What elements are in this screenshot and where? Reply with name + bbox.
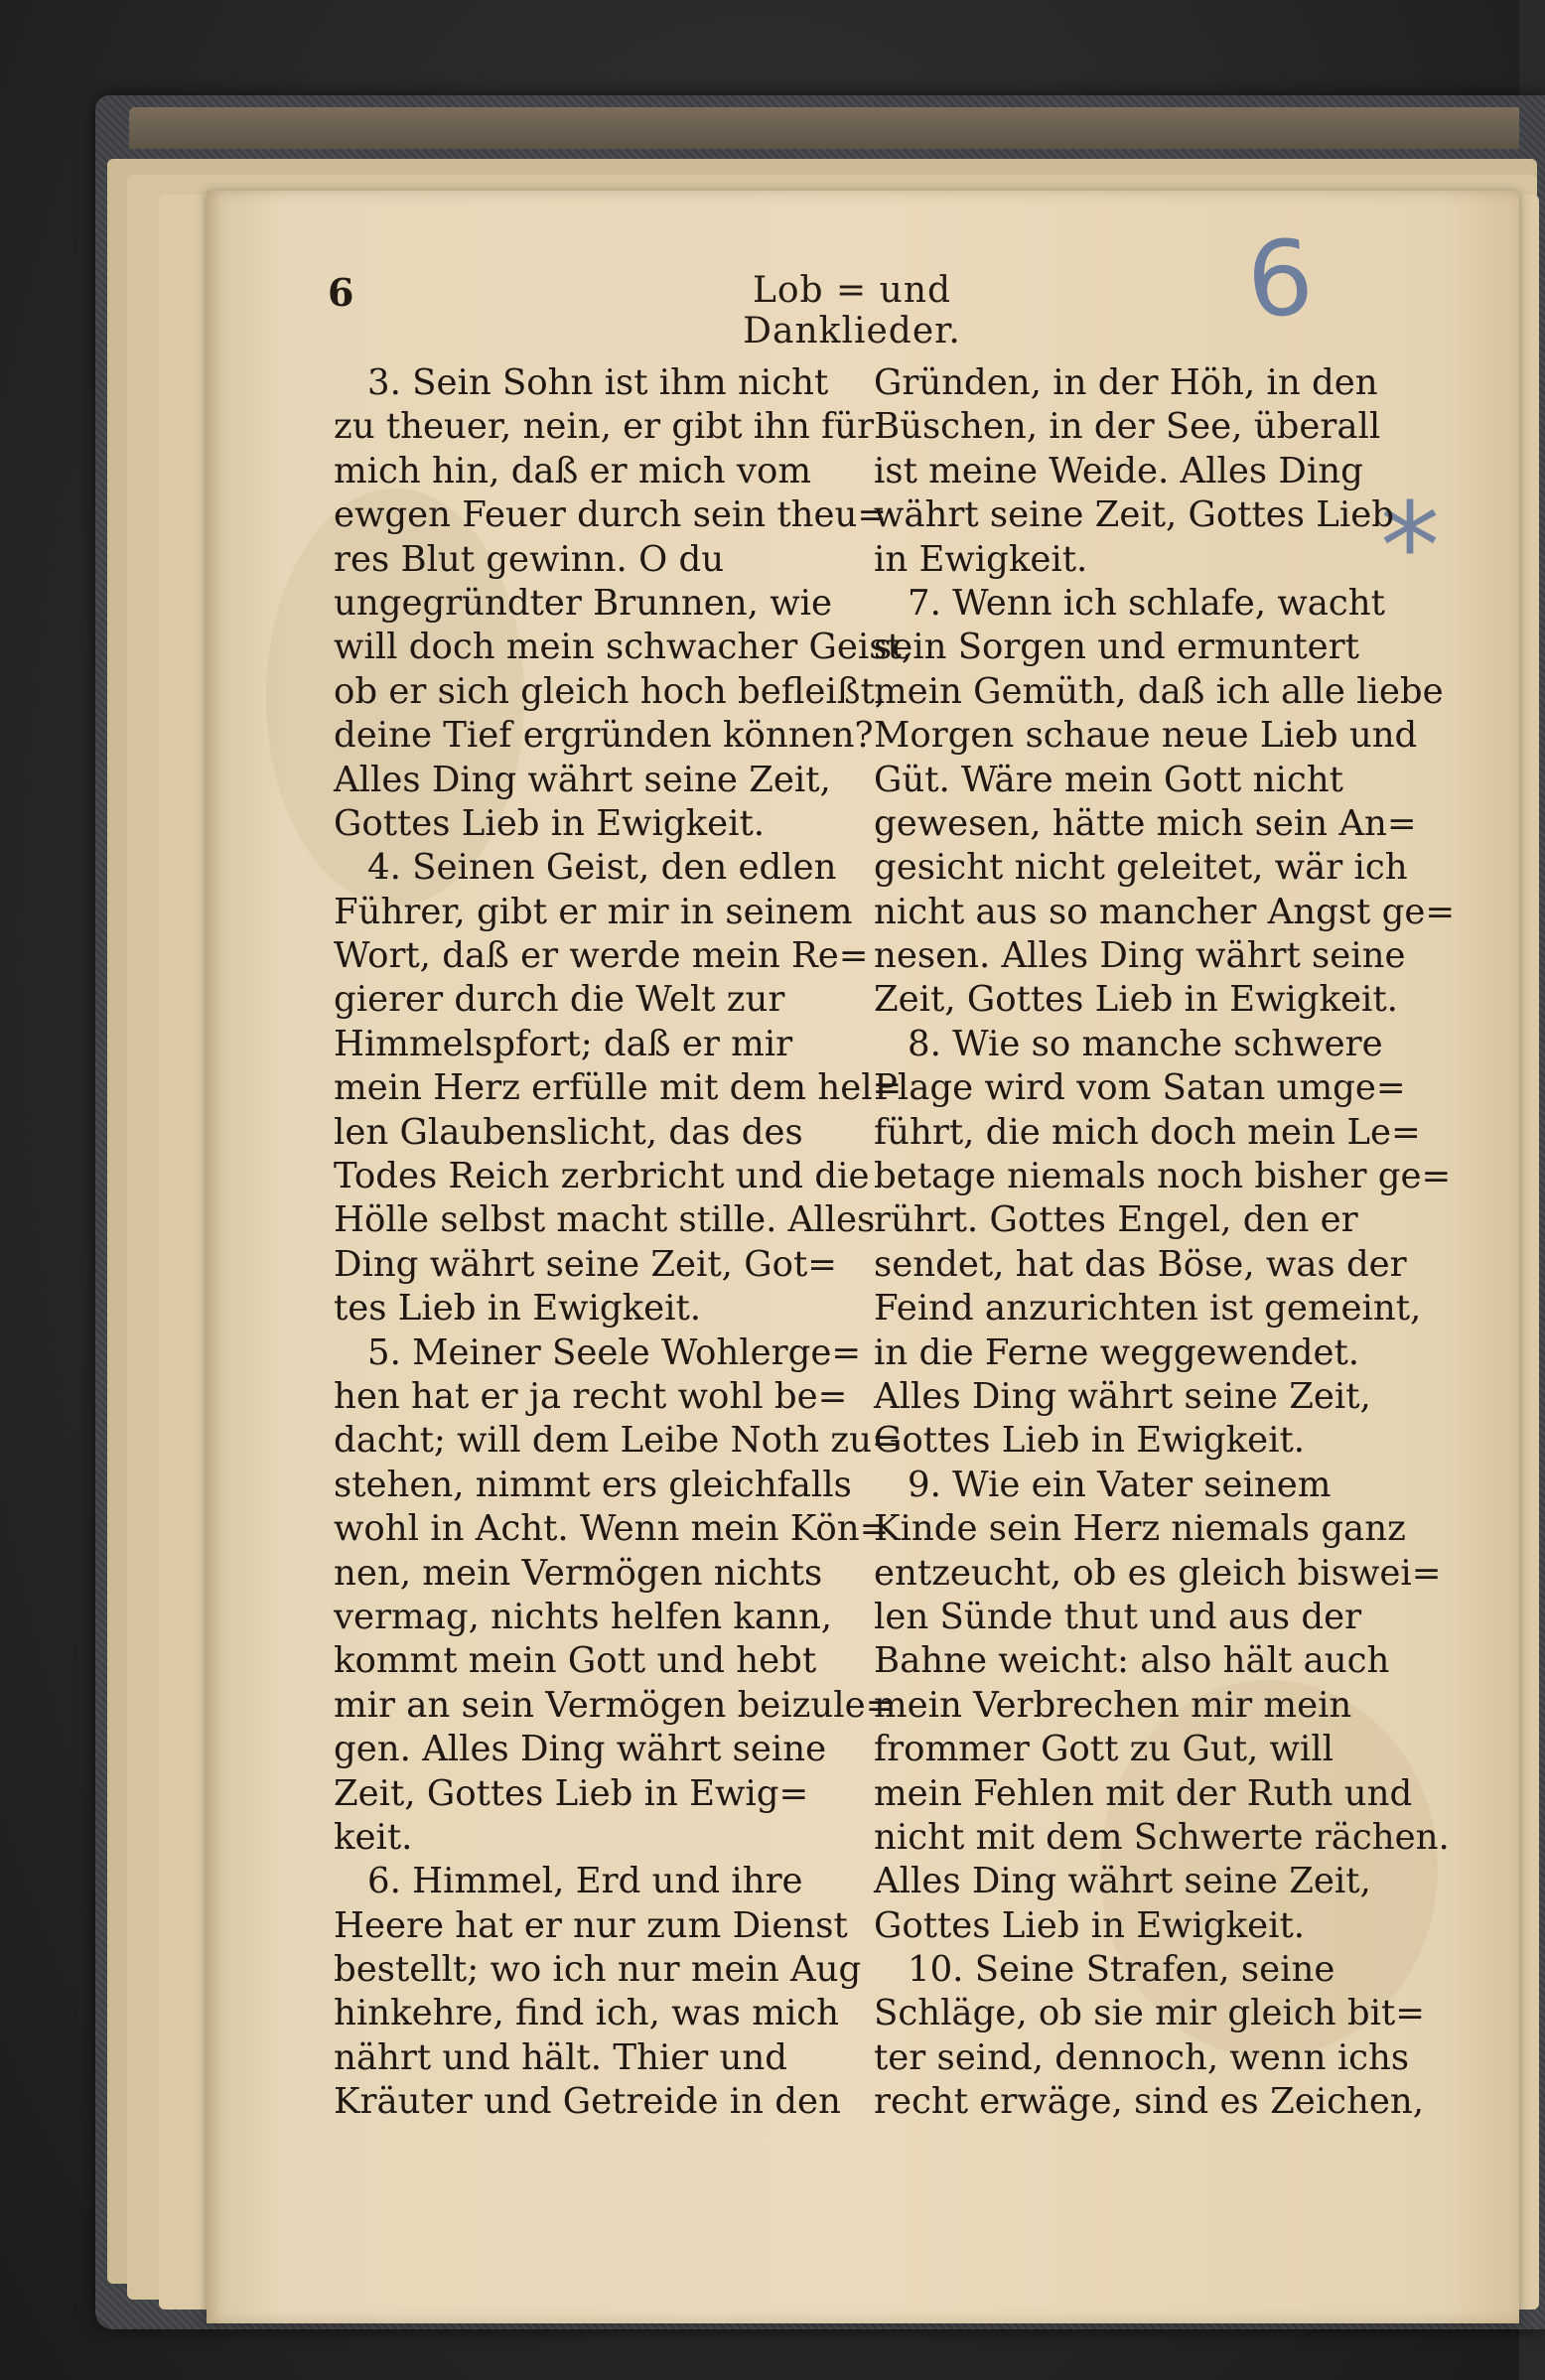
text-line: nen, mein Vermögen nichts xyxy=(334,1552,823,1594)
text-line: len Sünde thut und aus der xyxy=(874,1596,1362,1637)
text-line: 5. Meiner Seele Wohlerge= xyxy=(367,1331,862,1373)
text-line: frommer Gott zu Gut, will xyxy=(874,1729,1334,1770)
text-line: mein Fehlen mit der Ruth und xyxy=(874,1772,1413,1814)
text-line: mein Gemüth, daß ich alle liebe xyxy=(874,670,1444,712)
text-line: dacht; will dem Leibe Noth zu= xyxy=(334,1420,902,1462)
text-line: Plage wird vom Satan umge= xyxy=(874,1067,1406,1109)
book-page xyxy=(207,191,1519,2323)
text-line: gen. Alles Ding währt seine xyxy=(334,1729,827,1770)
text-line: nährt und hält. Thier und xyxy=(334,2036,787,2078)
text-line: gewesen, hätte mich sein An= xyxy=(874,802,1417,844)
text-line: führt, die mich doch mein Le= xyxy=(874,1111,1421,1153)
text-line: Ding währt seine Zeit, Got= xyxy=(334,1243,837,1285)
text-line: rührt. Gottes Engel, den er xyxy=(874,1199,1358,1241)
running-head: Lob = und Danklieder. xyxy=(743,270,961,351)
text-line: betage niemals noch bisher ge= xyxy=(874,1156,1452,1197)
right-text-column xyxy=(874,361,1456,2125)
text-line: len Glaubenslicht, das des xyxy=(334,1111,803,1153)
text-line: gesicht nicht geleitet, wär ich xyxy=(874,847,1408,889)
text-line: Morgen schaue neue Lieb und xyxy=(874,715,1418,757)
text-line: ter seind, dennoch, wenn ichs xyxy=(874,2036,1410,2078)
text-line: zu theuer, nein, er gibt ihn für xyxy=(334,406,875,448)
text-line: in Ewigkeit. xyxy=(874,538,1088,580)
text-line: stehen, nimmt ers gleichfalls xyxy=(334,1464,852,1505)
text-line: Gründen, in der Höh, in den xyxy=(874,362,1378,403)
text-line: nicht aus so mancher Angst ge= xyxy=(874,891,1456,932)
book-cover-edge xyxy=(129,107,1519,149)
text-line: Güt. Wäre mein Gott nicht xyxy=(874,759,1343,800)
left-text-column xyxy=(334,361,913,2125)
text-line: Himmelspfort; daß er mir xyxy=(334,1023,793,1064)
text-line: Kinde sein Herz niemals ganz xyxy=(874,1508,1406,1550)
text-line: ist meine Weide. Alles Ding xyxy=(874,450,1363,491)
text-line: 10. Seine Strafen, seine xyxy=(908,1949,1335,1991)
text-line: nicht mit dem Schwerte rächen. xyxy=(874,1816,1450,1858)
page-header xyxy=(207,215,1519,351)
text-line: 7. Wenn ich schlafe, wacht xyxy=(908,582,1385,624)
text-line: Schläge, ob sie mir gleich bit= xyxy=(874,1993,1425,2034)
text-line: bestellt; wo ich nur mein Aug xyxy=(334,1949,862,1991)
text-line: 8. Wie so manche schwere xyxy=(908,1023,1383,1064)
text-line: kommt mein Gott und hebt xyxy=(334,1640,817,1682)
text-line: Gottes Lieb in Ewigkeit. xyxy=(874,1420,1306,1462)
text-line: deine Tief ergründen können? xyxy=(334,715,874,757)
text-line: res Blut gewinn. O du xyxy=(334,538,725,580)
text-line: ewgen Feuer durch sein theu= xyxy=(334,494,888,536)
text-line: Hölle selbst macht stille. Alles xyxy=(334,1199,876,1241)
text-line: tes Lieb in Ewigkeit. xyxy=(334,1288,702,1330)
text-line: Zeit, Gottes Lieb in Ewigkeit. xyxy=(874,979,1398,1021)
text-line: entzeucht, ob es gleich biswei= xyxy=(874,1552,1442,1594)
text-line: Alles Ding währt seine Zeit, xyxy=(874,1375,1371,1417)
text-line: nesen. Alles Ding währt seine xyxy=(874,935,1406,977)
text-line: Alles Ding währt seine Zeit, xyxy=(874,1861,1371,1902)
text-line: Gottes Lieb in Ewigkeit. xyxy=(334,802,766,844)
text-line: sendet, hat das Böse, was der xyxy=(874,1243,1407,1285)
text-line: vermag, nichts helfen kann, xyxy=(334,1596,833,1637)
text-line: Büschen, in der See, überall xyxy=(874,406,1381,448)
text-line: mein Verbrechen mir mein xyxy=(874,1684,1352,1726)
text-line: 9. Wie ein Vater seinem xyxy=(908,1464,1332,1505)
text-line: keit. xyxy=(334,1816,413,1858)
text-line: Alles Ding währt seine Zeit, xyxy=(334,759,831,800)
text-line: ob er sich gleich hoch befleißt, xyxy=(334,670,887,712)
text-line: wohl in Acht. Wenn mein Kön= xyxy=(334,1508,890,1550)
pencil-page-number: 6 xyxy=(1242,215,1318,343)
text-line: hen hat er ja recht wohl be= xyxy=(334,1375,848,1417)
text-line: gierer durch die Welt zur xyxy=(334,979,785,1021)
text-line: Wort, daß er werde mein Re= xyxy=(334,935,869,977)
text-line: Führer, gibt er mir in seinem xyxy=(334,891,853,932)
text-line: mein Herz erfülle mit dem hel= xyxy=(334,1067,903,1109)
text-line: recht erwäge, sind es Zeichen, xyxy=(874,2081,1424,2123)
text-line: Todes Reich zerbricht und die xyxy=(334,1156,870,1197)
text-line: 6. Himmel, Erd und ihre xyxy=(367,1861,803,1902)
text-line: will doch mein schwacher Geist, xyxy=(334,627,913,668)
text-line: 4. Seinen Geist, den edlen xyxy=(367,847,837,889)
text-line: Heere hat er nur zum Dienst xyxy=(334,1904,848,1946)
text-line: Gottes Lieb in Ewigkeit. xyxy=(874,1904,1306,1946)
text-line: in die Ferne weggewendet. xyxy=(874,1331,1360,1373)
text-line: hinkehre, find ich, was mich xyxy=(334,1993,840,2034)
text-line: währt seine Zeit, Gottes Lieb xyxy=(874,494,1394,536)
text-line: sein Sorgen und ermuntert xyxy=(874,627,1359,668)
text-line: mich hin, daß er mich vom xyxy=(334,450,811,491)
text-line: Zeit, Gottes Lieb in Ewig= xyxy=(334,1772,809,1814)
text-line: mir an sein Vermögen beizule= xyxy=(334,1684,896,1726)
text-line: ungegründter Brunnen, wie xyxy=(334,582,832,624)
text-line: Feind anzurichten ist gemeint, xyxy=(874,1288,1422,1330)
text-line: 3. Sein Sohn ist ihm nicht xyxy=(367,362,829,403)
text-line: Bahne weicht: also hält auch xyxy=(874,1640,1390,1682)
pencil-asterisk: * xyxy=(1380,479,1440,617)
page-number: 6 xyxy=(328,270,354,315)
text-line: Kräuter und Getreide in den xyxy=(334,2081,841,2123)
